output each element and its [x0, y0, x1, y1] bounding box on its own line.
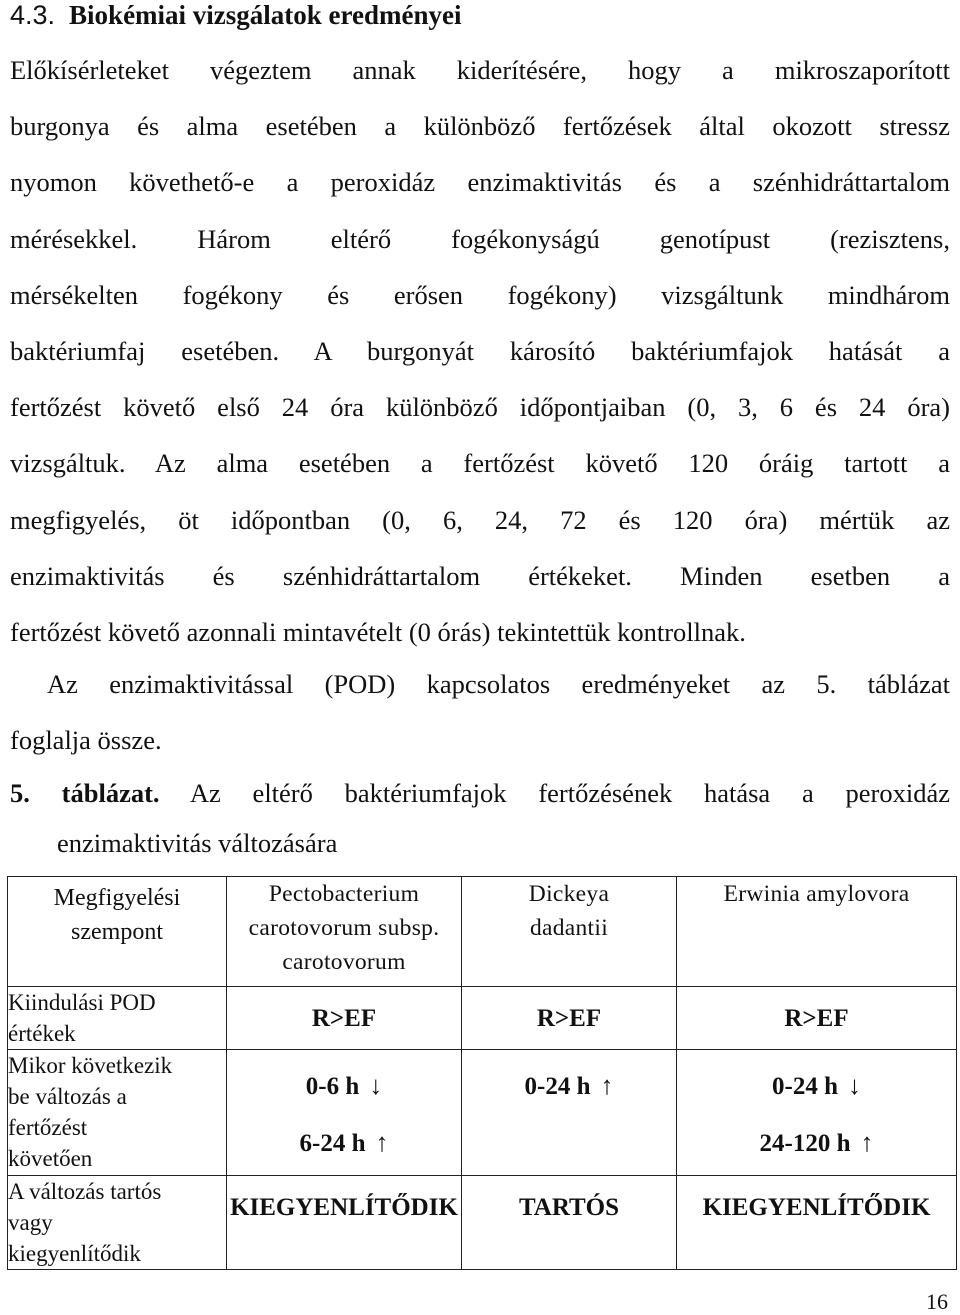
cell-persistence-erwinia: KIEGYENLÍTŐDIK	[677, 1176, 957, 1270]
paragraph-line: baktériumfaj esetében. A burgonyát károsító baktériumfajok hatását a	[10, 336, 950, 367]
paragraph-line: Előkísérleteket végeztem annak kiderítésére, hogy a mikroszaporított	[10, 55, 950, 85]
header-cell-erwinia: Erwinia amylovora	[677, 877, 957, 987]
paragraph-line: burgonya és alma esetében a különböző fertőzések által okozott stressz	[10, 111, 950, 142]
cell-onset-pectobacterium: 0-6 h ↓ 6-24 h ↑	[227, 1050, 462, 1176]
paragraph-line: fertőzést követő azonnali mintavételt (0 órás) tekintettük kontrollnak.	[10, 617, 746, 648]
paragraph-line: megfigyelés, öt időpontban (0, 6, 24, 72 és 120 óra) mértük az	[10, 504, 950, 535]
section-title: Biokémiai vizsgálatok eredményei	[69, 0, 462, 30]
table-row	[8, 1050, 957, 1176]
paragraph-summary	[10, 656, 950, 768]
paragraph-line: Az enzimaktivitással (POD) kapcsolatos eredményeket az 5. táblázat	[47, 669, 950, 699]
table-caption	[10, 768, 950, 868]
table-caption-label: 5. táblázat.	[10, 778, 160, 808]
table-caption-text: Az eltérő baktériumfajok fertőzésének hatása a peroxidáz	[189, 778, 950, 808]
table-row	[8, 987, 957, 1050]
paragraph-line: foglalja össze.	[10, 725, 162, 756]
paragraph-line: enzimaktivitás és szénhidráttartalom értékeket. Minden esetben a	[10, 560, 950, 591]
arrow-down-icon: ↓	[847, 1071, 861, 1100]
paragraph-line: mérésekkel. Három eltérő fogékonyságú genotípust (rezisztens,	[10, 223, 950, 254]
header-cell-dickeya: Dickeya dadantii	[462, 877, 677, 987]
arrow-up-icon: ↑	[375, 1128, 389, 1157]
section-heading	[10, 0, 462, 30]
cell-persistence-pectobacterium: KIEGYENLÍTŐDIK	[227, 1176, 462, 1270]
row-label-initial-pod: Kiindulási POD értékek	[8, 987, 227, 1050]
header-cell-pectobacterium: Pectobacterium carotovorum subsp. carotovorum	[227, 877, 462, 987]
cell-persistence-dickeya: TARTÓS	[462, 1176, 677, 1270]
section-number: 4.3.	[10, 0, 56, 30]
arrow-up-icon: ↑	[860, 1128, 874, 1157]
paragraph-line: nyomon követhető-e a peroxidáz enzimaktivitás és a szénhidráttartalom	[10, 167, 950, 198]
cell-onset-erwinia: 0-24 h ↓ 24-120 h ↑	[677, 1050, 957, 1176]
paragraph-line: vizsgáltuk. Az alma esetében a fertőzést követő 120 óráig tartott a	[10, 448, 950, 479]
table-row	[8, 1176, 957, 1270]
table-caption-text-cont: enzimaktivitás változására	[57, 828, 338, 858]
results-table	[7, 876, 957, 1270]
cell-initial-pectobacterium: R>EF	[227, 987, 462, 1050]
row-label-persistence: A változás tartós vagy kiegyenlítődik	[8, 1176, 227, 1270]
cell-initial-dickeya: R>EF	[462, 987, 677, 1050]
cell-onset-dickeya: 0-24 h ↑	[462, 1050, 677, 1176]
header-cell-criterion: Megfigyelési szempont	[8, 877, 227, 987]
paragraph-line: mérsékelten fogékony és erősen fogékony) vizsgáltunk mindhárom	[10, 279, 950, 310]
arrow-down-icon: ↓	[369, 1071, 383, 1100]
table-header-row	[8, 877, 957, 987]
row-label-change-onset: Mikor következik be változás a fertőzést követően	[8, 1050, 227, 1176]
paragraph-intro	[10, 42, 950, 660]
cell-initial-erwinia: R>EF	[677, 987, 957, 1050]
page-number: 16	[926, 1289, 948, 1314]
paragraph-line: fertőzést követő első 24 óra különböző időpontjaiban (0, 3, 6 és 24 óra)	[10, 392, 950, 423]
arrow-up-icon: ↑	[600, 1071, 614, 1100]
